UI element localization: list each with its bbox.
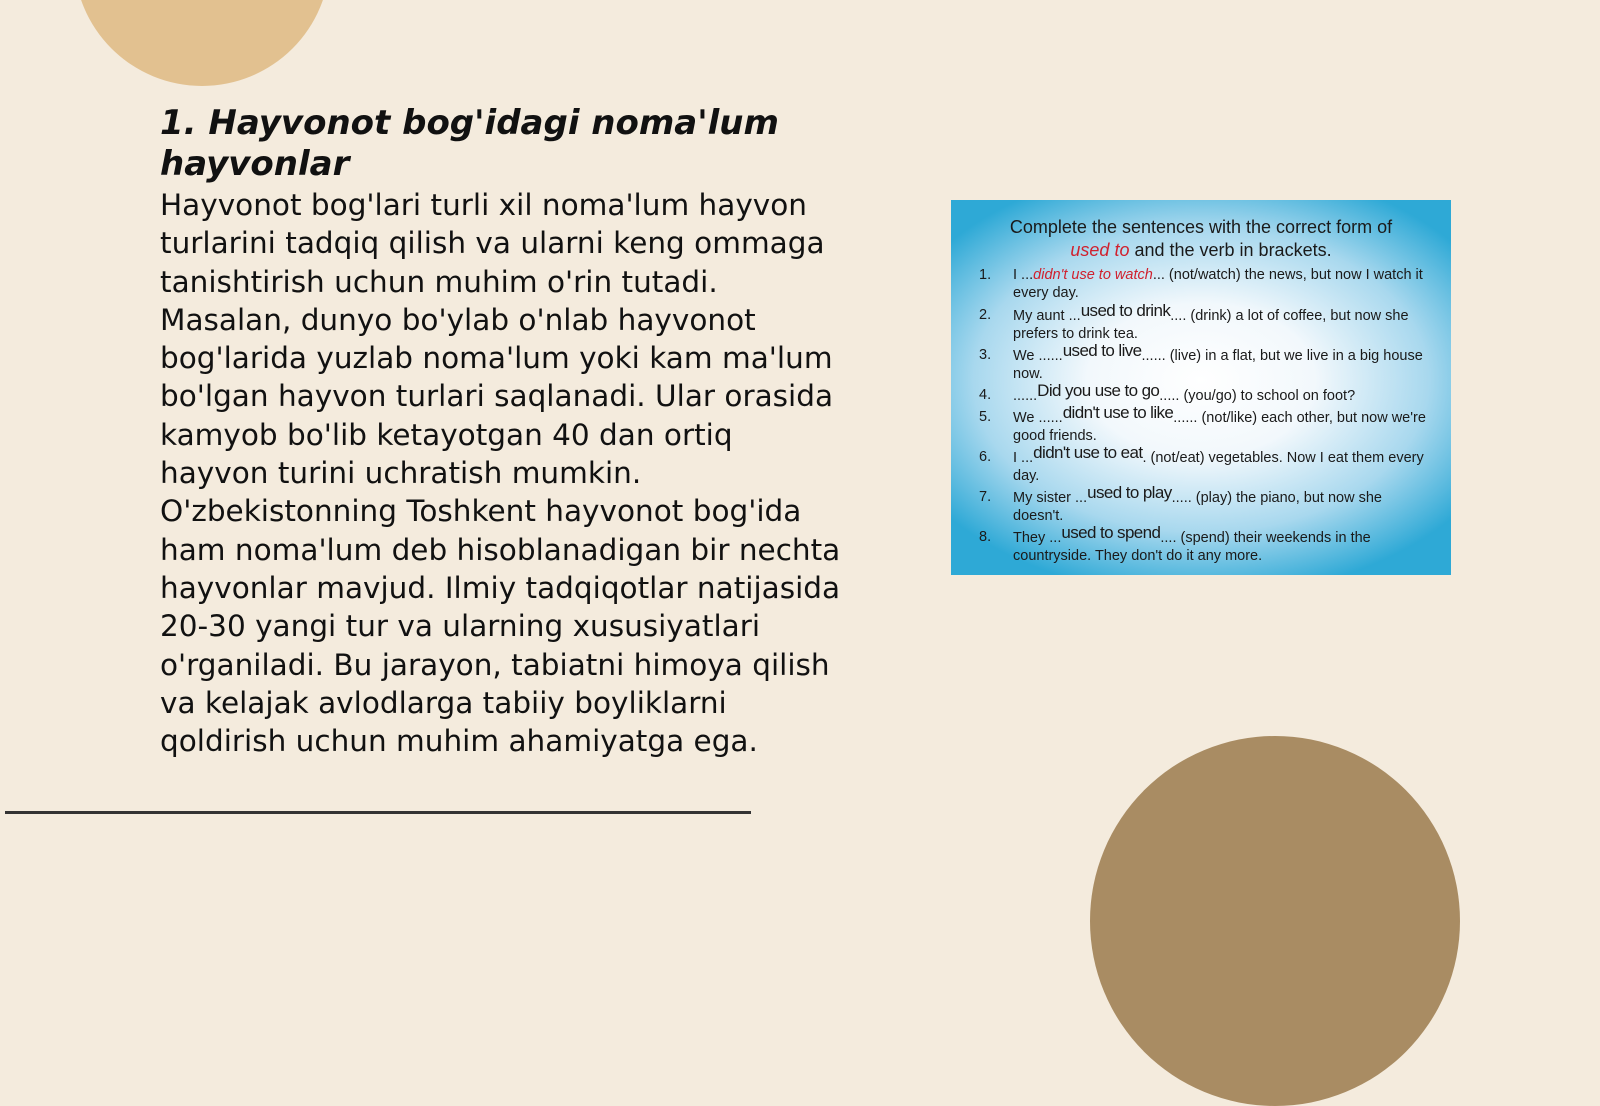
exercise-item <box>979 301 1429 343</box>
exercise-item-suffix: .... (spend) their weekends in the countryside. They don't do it any more. <box>1013 530 1371 564</box>
decorative-circle-top <box>74 0 330 86</box>
exercise-item-text <box>1013 301 1429 343</box>
exercise-item-number: 5. <box>979 409 992 425</box>
exercise-item-suffix: . (not/eat) vegetables. Now I eat them every day. <box>1013 450 1424 484</box>
exercise-list <box>979 266 1429 568</box>
decorative-circle-bottom <box>1090 736 1460 1106</box>
exercise-item-prefix: ...... <box>1013 388 1038 404</box>
exercise-image <box>951 200 1451 575</box>
exercise-item-answer: didn't use to watch <box>1033 267 1153 283</box>
exercise-item-answer: used to play <box>1087 483 1172 502</box>
exercise-item-answer: didn't use to eat <box>1033 443 1143 462</box>
exercise-heading-text-2: and the verb in brackets. <box>1134 240 1332 260</box>
exercise-item-answer: used to live <box>1062 341 1142 360</box>
slide-title: 1. Hayvonot bog'idagi noma'lum hayvonlar <box>160 103 779 184</box>
exercise-item-text <box>1013 403 1429 445</box>
exercise-item-answer: didn't use to like <box>1062 403 1174 422</box>
exercise-item-suffix: ...... (not/like) each other, but now we're good friends. <box>1013 410 1426 444</box>
exercise-item-text <box>1013 341 1429 383</box>
exercise-item-suffix: .... (drink) a lot of coffee, but now she prefers to drink tea. <box>1013 308 1409 342</box>
exercise-item-prefix: I ... <box>1013 267 1034 283</box>
exercise-item-number: 3. <box>979 347 992 363</box>
exercise-item-suffix: ..... (you/go) to school on foot? <box>1159 388 1356 404</box>
exercise-item <box>979 483 1429 525</box>
exercise-item-prefix: They ... <box>1013 530 1062 546</box>
exercise-item <box>979 341 1429 383</box>
exercise-item <box>979 381 1429 405</box>
exercise-item-prefix: We ...... <box>1013 410 1063 426</box>
exercise-item-answer: Did you use to go <box>1037 381 1160 400</box>
exercise-item-number: 6. <box>979 449 992 465</box>
exercise-item-answer: used to drink <box>1080 301 1171 320</box>
exercise-item-suffix: ..... (play) the piano, but now she doesn't. <box>1013 490 1382 524</box>
exercise-item-text <box>1013 443 1429 485</box>
exercise-heading <box>951 216 1451 262</box>
exercise-item-prefix: We ...... <box>1013 348 1063 364</box>
exercise-item-text <box>1013 266 1429 303</box>
exercise-item-number: 4. <box>979 387 992 403</box>
slide-body-text: Hayvonot bog'lari turli xil noma'lum hayvon turlarini tadqiq qilish va ularni keng ommaga tanishtirish uchun muhim o'rin tutadi. Masalan, dunyo bo'ylab o'nlab hayvonot bog'larida yuzlab noma'lum yoki kam ma'lum bo'lgan hayvon turlari saqlanadi. Ular orasida kamyob bo'lib ketayotgan 40 dan ortiq hayvon turini uchratish mumkin. O'zbekistonning Toshkent hayvonot bog'ida ham noma'lum deb hisoblanadigan bir nechta hayvonlar mavjud. Ilmiy tadqiqotlar natijasida 20-30 yangi tur va ularning xususiyatlari o'rganiladi. Bu jarayon, tabiatni himoya qilish va kelajak avlodlarga tabiiy boyliklarni qoldirish uchun muhim ahamiyatga ega. <box>160 188 841 759</box>
exercise-heading-text: Complete the sentences with the correct form of <box>1009 217 1393 237</box>
exercise-item <box>979 523 1429 565</box>
exercise-item <box>979 266 1429 303</box>
exercise-heading-highlight: used to <box>1070 240 1130 260</box>
exercise-item-text <box>1013 523 1429 565</box>
exercise-item-number: 2. <box>979 307 992 323</box>
exercise-item <box>979 403 1429 445</box>
exercise-item-suffix: ...... (live) in a flat, but we live in a big house now. <box>1013 348 1423 382</box>
exercise-item-number: 7. <box>979 489 992 505</box>
exercise-item <box>979 443 1429 485</box>
exercise-item-text <box>1013 483 1429 525</box>
exercise-item-answer: used to spend <box>1061 523 1161 542</box>
exercise-item-prefix: I ... <box>1013 450 1034 466</box>
exercise-item-prefix: My aunt ... <box>1013 308 1081 324</box>
exercise-item-number: 1. <box>979 267 992 283</box>
divider-line <box>5 811 751 814</box>
exercise-item-suffix: ... (not/watch) the news, but now I watch it every day. <box>1013 267 1423 301</box>
exercise-item-number: 8. <box>979 529 992 545</box>
exercise-item-prefix: My sister ... <box>1013 490 1088 506</box>
